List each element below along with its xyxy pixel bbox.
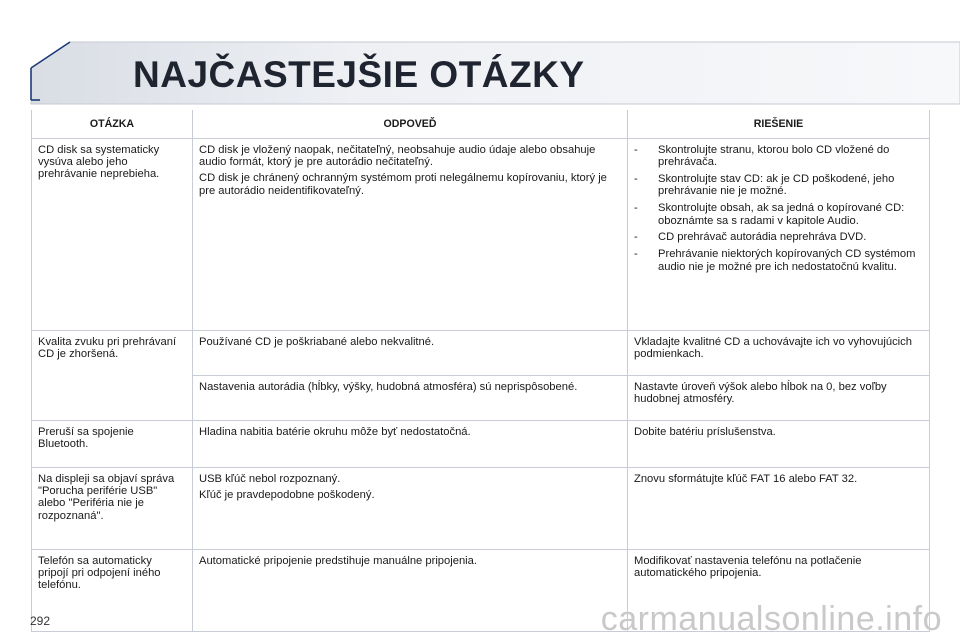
page-number: 292	[30, 614, 51, 628]
answer-cell	[193, 138, 628, 330]
bullet-dash: -	[634, 172, 638, 185]
header-banner	[0, 0, 960, 110]
question-cell	[32, 330, 193, 420]
list-item	[634, 144, 921, 169]
column-header-question: OTÁZKA	[32, 110, 193, 138]
answer-cell	[193, 467, 628, 549]
solution-cell	[628, 420, 930, 467]
bullet-dash: -	[634, 231, 638, 244]
answer-text: CD disk je chránený ochranným systémom proti nelegálnemu kopírovaniu, ktorý je pre autorádio neidentifikovateľný.	[199, 172, 607, 197]
solution-text: Dobite batériu príslušenstva.	[634, 425, 776, 438]
answer-cell	[193, 330, 628, 375]
answer-text: Používané CD je poškriabané alebo nekvalitné.	[199, 335, 435, 348]
answer-text: Kľúč je pravdepodobne poškodený.	[199, 488, 375, 501]
question-text: Preruší sa spojenie Bluetooth.	[38, 425, 134, 450]
solution-text: Skontrolujte stranu, ktorou bolo CD vložené do prehrávača.	[658, 143, 890, 168]
question-text: Kvalita zvuku pri prehrávaní CD je zhoršená.	[38, 335, 177, 360]
solution-text: Prehrávanie niektorých kopírovaných CD systémom audio nie je možné pre ich nedostatočnú kvalitu.	[658, 248, 916, 273]
table-row	[32, 467, 930, 549]
question-cell	[32, 549, 193, 631]
solution-text: Skontrolujte obsah, ak sa jedná o kopírované CD: oboznámte sa s radami v kapitole Audio.	[658, 202, 905, 227]
list-item	[634, 202, 921, 227]
solution-cell	[628, 375, 930, 420]
page-title: NAJČASTEJŠIE OTÁZKY	[133, 54, 585, 95]
solution-text: Vkladajte kvalitné CD a uchovávajte ich vo vyhovujúcich podmienkach.	[634, 335, 912, 360]
question-text: Telefón sa automaticky pripojí pri odpojení iného telefónu.	[38, 554, 161, 592]
table-header-row	[32, 110, 930, 138]
column-header-answer: ODPOVEĎ	[193, 110, 628, 138]
answer-cell	[193, 420, 628, 467]
bullet-dash: -	[634, 143, 638, 156]
bullet-dash: -	[634, 202, 638, 215]
solution-cell	[628, 467, 930, 549]
list-item	[634, 231, 921, 243]
list-item	[634, 173, 921, 198]
table-row	[32, 330, 930, 375]
solution-cell	[628, 330, 930, 375]
question-text: CD disk sa systematicky vysúva alebo jeho prehrávanie neprebieha.	[38, 143, 160, 181]
answer-cell	[193, 375, 628, 420]
table-row	[32, 420, 930, 467]
question-text: Na displeji sa objaví správa "Porucha periférie USB" alebo "Periféria nie je rozpoznaná".	[38, 472, 175, 522]
table-row	[32, 138, 930, 330]
answer-text: Hladina nabitia batérie okruhu môže byť nedostatočná.	[199, 425, 471, 438]
question-cell	[32, 420, 193, 467]
answer-text: Automatické pripojenie predstihuje manuálne pripojenia.	[199, 554, 477, 567]
column-header-solution: RIEŠENIE	[628, 110, 930, 138]
solution-text: Modifikovať nastavenia telefónu na potlačenie automatického pripojenia.	[634, 554, 862, 579]
solution-text: Skontrolujte stav CD: ak je CD poškodené, jeho prehrávanie nie je možné.	[658, 172, 895, 198]
solution-text: Nastavte úroveň výšok alebo hĺbok na 0, bez voľby hudobnej atmosféry.	[634, 380, 887, 405]
question-cell	[32, 467, 193, 549]
answer-text: Nastavenia autorádia (hĺbky, výšky, hudobná atmosféra) sú neprispôsobené.	[199, 380, 578, 393]
answer-cell	[193, 549, 628, 631]
solution-list	[634, 144, 921, 274]
bullet-dash: -	[634, 248, 638, 261]
solution-text: CD prehrávač autorádia neprehráva DVD.	[658, 231, 867, 244]
list-item	[634, 248, 921, 273]
question-cell	[32, 138, 193, 330]
answer-text: USB kľúč nebol rozpoznaný.	[199, 472, 341, 485]
answer-text: CD disk je vložený naopak, nečitateľný, neobsahuje audio údaje alebo obsahuje audio formát, ktorý je pre autorádio nečitateľný.	[199, 143, 596, 168]
solution-cell	[628, 138, 930, 330]
solution-text: Znovu sformátujte kľúč FAT 16 alebo FAT 32.	[634, 472, 858, 485]
faq-table	[31, 110, 930, 632]
watermark: carmanualsonline.info	[600, 600, 942, 638]
